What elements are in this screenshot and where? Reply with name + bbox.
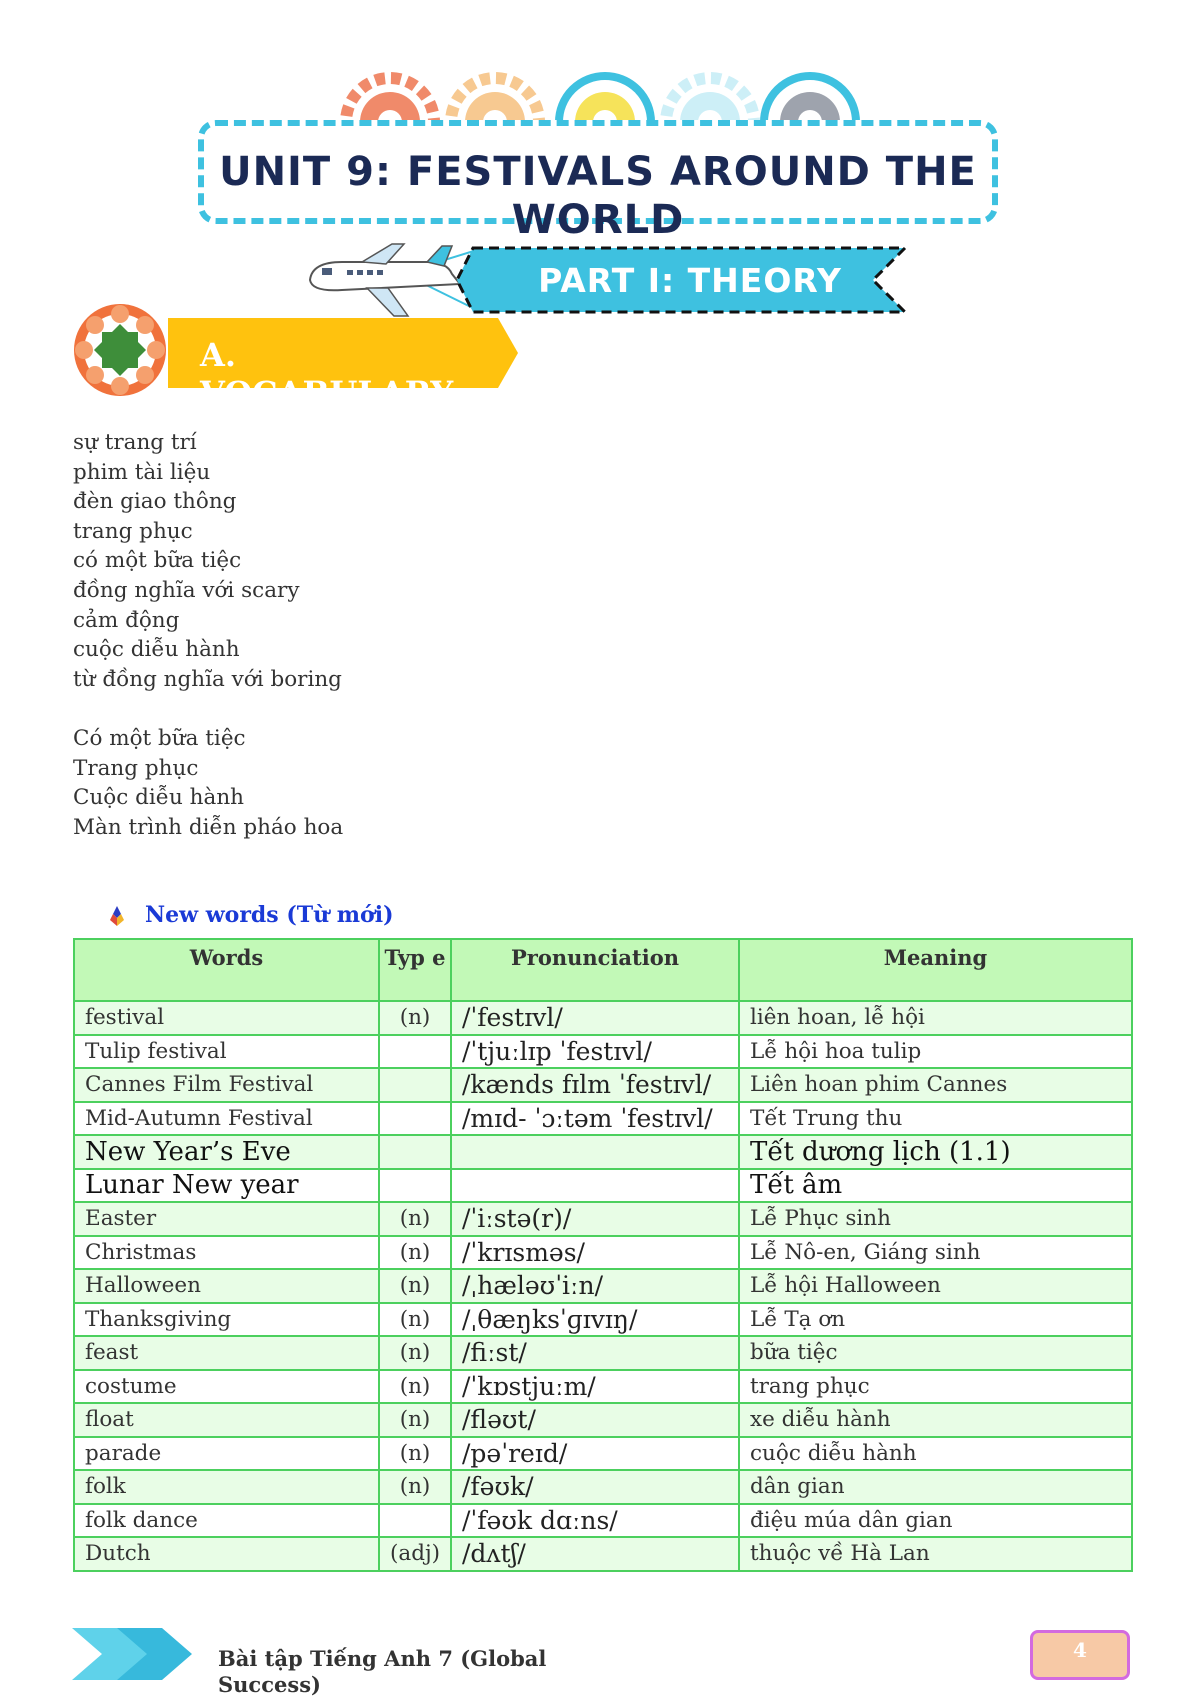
notes-group-1 [73, 428, 342, 694]
pronunciation-cell [451, 1169, 739, 1203]
word-cell: feast [74, 1336, 379, 1370]
pronunciation-cell: /ˈkrɪsməs/ [451, 1236, 739, 1270]
table-row [74, 1537, 1132, 1571]
table-row [74, 1135, 1132, 1169]
word-cell: parade [74, 1437, 379, 1471]
pronunciation-cell: /fiːst/ [451, 1336, 739, 1370]
note-line: Trang phục [73, 755, 199, 781]
table-row [74, 1303, 1132, 1337]
pronunciation-cell: /ˌθæŋksˈɡɪvɪŋ/ [451, 1303, 739, 1337]
table-row [74, 1068, 1132, 1102]
vocabulary-table-body [74, 1001, 1132, 1571]
type-cell: (n) [379, 1236, 451, 1270]
table-row [74, 1403, 1132, 1437]
column-header-type [379, 939, 451, 1001]
pronunciation-cell: /ˌhæləʊˈiːn/ [451, 1269, 739, 1303]
part-heading: PART I: THEORY [538, 261, 842, 300]
meaning-cell: Lễ Phục sinh [739, 1202, 1132, 1236]
pronunciation-cell: /ˈfəʊk dɑːns/ [451, 1504, 739, 1538]
type-cell: (n) [379, 1001, 451, 1035]
type-cell: (n) [379, 1370, 451, 1404]
word-cell: Dutch [74, 1537, 379, 1571]
pronunciation-cell: /ˈkɒstjuːm/ [451, 1370, 739, 1404]
word-cell: Christmas [74, 1236, 379, 1270]
meaning-cell: cuộc diễu hành [739, 1437, 1132, 1471]
type-cell [379, 1102, 451, 1136]
note-line: Màn trình diễn pháo hoa [73, 814, 344, 840]
note-line: phim tài liệu [73, 459, 211, 485]
word-cell: Cannes Film Festival [74, 1068, 379, 1102]
pronunciation-cell: /dʌtʃ/ [451, 1537, 739, 1571]
type-cell: (n) [379, 1303, 451, 1337]
word-cell: Thanksgiving [74, 1303, 379, 1337]
section-emblem-icon [70, 300, 170, 400]
note-line: cảm động [73, 607, 180, 633]
meaning-cell: Lễ Nô-en, Giáng sinh [739, 1236, 1132, 1270]
meaning-cell: Lễ hội Halloween [739, 1269, 1132, 1303]
type-cell [379, 1068, 451, 1102]
meaning-cell: Tết âm [739, 1169, 1132, 1203]
footer-book-title: Bài tập Tiếng Anh 7 (Global Success) [218, 1646, 547, 1697]
page-number: 4 [1073, 1638, 1087, 1662]
word-cell: Lunar New year [74, 1169, 379, 1203]
column-header-pronunciation: Pronunciation [451, 939, 739, 1001]
pronunciation-cell: /pəˈreɪd/ [451, 1437, 739, 1471]
note-line: Có một bữa tiệc [73, 726, 246, 751]
vocabulary-table [73, 938, 1133, 1572]
table-row [74, 1504, 1132, 1538]
note-line: cuộc diễu hành [73, 637, 240, 663]
meaning-cell: Lễ hội hoa tulip [739, 1035, 1132, 1069]
type-cell: (n) [379, 1470, 451, 1504]
word-cell: Easter [74, 1202, 379, 1236]
table-header-row [74, 939, 1132, 1001]
word-cell: festival [74, 1001, 379, 1035]
meaning-cell: liên hoan, lễ hội [739, 1001, 1132, 1035]
page-title: UNIT 9: FESTIVALS AROUND THE WORLD [219, 149, 977, 243]
column-header-type-label: Typ e [384, 945, 446, 970]
type-cell [379, 1135, 451, 1169]
word-cell: Halloween [74, 1269, 379, 1303]
meaning-cell: Liên hoan phim Cannes [739, 1068, 1132, 1102]
meaning-cell: bữa tiệc [739, 1336, 1132, 1370]
pronunciation-cell: /kænds fɪlm ˈfestɪvl/ [451, 1068, 739, 1102]
meaning-cell: thuộc về Hà Lan [739, 1537, 1132, 1571]
word-cell: folk [74, 1470, 379, 1504]
section-heading: A. VOCABULARY [200, 336, 454, 412]
table-row [74, 1169, 1132, 1203]
note-line: có một bữa tiệc [73, 548, 242, 574]
notes-group-2 [73, 724, 343, 842]
chevron-arrows-icon [72, 1628, 222, 1680]
meaning-cell: trang phục [739, 1370, 1132, 1404]
pronunciation-cell [451, 1135, 739, 1169]
word-cell: Mid-Autumn Festival [74, 1102, 379, 1136]
pronunciation-cell: /fləʊt/ [451, 1403, 739, 1437]
column-header-words: Words [74, 939, 379, 1001]
type-cell [379, 1504, 451, 1538]
type-cell: (n) [379, 1336, 451, 1370]
meaning-cell: điệu múa dân gian [739, 1504, 1132, 1538]
word-cell: Tulip festival [74, 1035, 379, 1069]
meaning-cell: Tết dương lịch (1.1) [739, 1135, 1132, 1169]
meaning-cell: Tết Trung thu [739, 1102, 1132, 1136]
note-line: sự trang trí [73, 430, 197, 455]
table-row [74, 1102, 1132, 1136]
word-cell: folk dance [74, 1504, 379, 1538]
note-line: trang phục [73, 518, 193, 544]
table-row [74, 1035, 1132, 1069]
new-words-heading: New words (Từ mới) [145, 902, 394, 928]
table-row [74, 1470, 1132, 1504]
meaning-cell: xe diễu hành [739, 1403, 1132, 1437]
table-row [74, 1437, 1132, 1471]
note-line: đèn giao thông [73, 489, 237, 515]
type-cell: (n) [379, 1403, 451, 1437]
word-cell: costume [74, 1370, 379, 1404]
meaning-cell: Lễ Tạ ơn [739, 1303, 1132, 1337]
meaning-cell: dân gian [739, 1470, 1132, 1504]
note-line: từ đồng nghĩa với boring [73, 666, 342, 692]
table-row [74, 1370, 1132, 1404]
pronunciation-cell: /fəʊk/ [451, 1470, 739, 1504]
word-cell: float [74, 1403, 379, 1437]
column-header-meaning: Meaning [739, 939, 1132, 1001]
note-line: đồng nghĩa với scary [73, 577, 300, 603]
note-line: Cuộc diễu hành [73, 785, 245, 811]
pronunciation-cell: /ˈfestɪvl/ [451, 1001, 739, 1035]
type-cell [379, 1169, 451, 1203]
pronunciation-cell: /ˈiːstə(r)/ [451, 1202, 739, 1236]
type-cell: (n) [379, 1437, 451, 1471]
type-cell [379, 1035, 451, 1069]
table-row [74, 1202, 1132, 1236]
type-cell: (n) [379, 1202, 451, 1236]
table-row [74, 1001, 1132, 1035]
bullet-icon [108, 906, 126, 926]
table-row [74, 1236, 1132, 1270]
pronunciation-cell: /ˈtjuːlɪp ˈfestɪvl/ [451, 1035, 739, 1069]
table-row [74, 1269, 1132, 1303]
table-row [74, 1336, 1132, 1370]
word-cell: New Year’s Eve [74, 1135, 379, 1169]
type-cell: (adj) [379, 1537, 451, 1571]
type-cell: (n) [379, 1269, 451, 1303]
pronunciation-cell: /mɪd- ˈɔːtəm ˈfestɪvl/ [451, 1102, 739, 1136]
